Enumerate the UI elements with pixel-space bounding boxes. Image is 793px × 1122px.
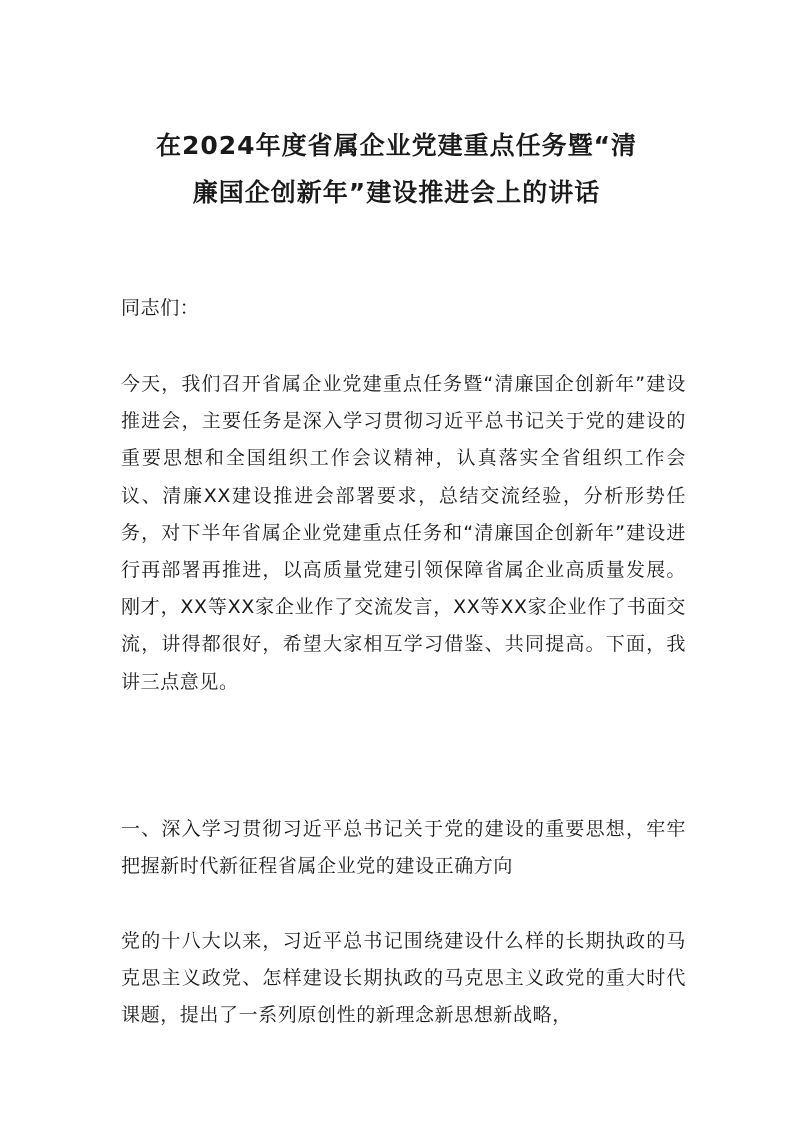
section-heading-1: 一、深入学习贯彻习近平总书记关于党的建设的重要思想，牢牢把握新时代新征程省属企业党的建设正确方向 xyxy=(121,818,686,878)
document-title xyxy=(100,122,693,216)
paragraph-section-1: 党的十八大以来，习近平总书记围绕建设什么样的长期执政的马克思主义政党、怎样建设长期执政的马克思主义政党的重大时代课题，提出了一系列原创性的新理念新思想新战略， xyxy=(121,930,686,1027)
greeting: 同志们： xyxy=(121,297,200,319)
title-line-2: 廉国企创新年”建设推进会上的讲话 xyxy=(192,178,601,207)
title-line-1: 在2024年度省属企业党建重点任务暨“清 xyxy=(155,131,637,160)
paragraph-intro: 今天，我们召开省属企业党建重点任务暨“清廉国企创新年”建设推进会，主要任务是深入学习贯彻习近平总书记关于党的建设的重要思想和全国组织工作会议精神，认真落实全省组织工作会议、清廉XX建设推进会部署要求，总结交流经验，分析形势任务，对下半年省属企业党建重点任务和“清廉国企创新年”建设进行再部署再推进，以高质量党建引领保障省属企业高质量发展。刚才，XX等XX家企业作了交流发言，XX等XX家企业作了书面交流，讲得都很好，希望大家相互学习借鉴、共同提高。下面，我讲三点意见。 xyxy=(121,373,686,693)
